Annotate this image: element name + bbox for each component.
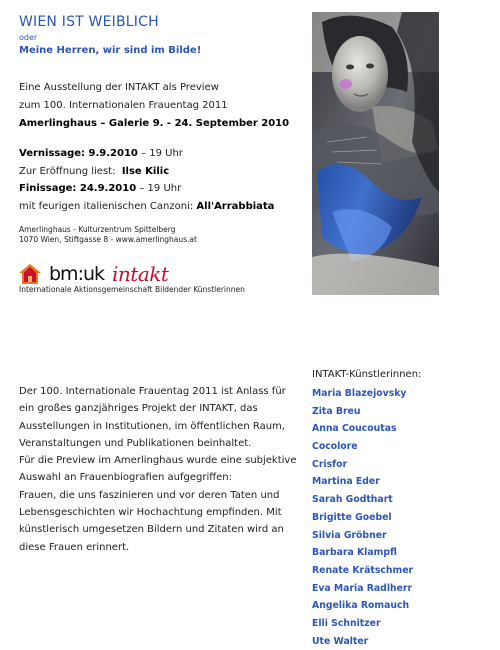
vernissage-time: – 19 Uhr	[137, 148, 183, 159]
artist-name: Zita Breu	[312, 405, 361, 417]
artist-name: Eva Maria Radlherr	[312, 582, 413, 594]
page-title: WIEN IST WEIBLICH	[19, 14, 159, 30]
artists-list	[312, 385, 413, 650]
artist-name: Silvia Gröbner	[312, 529, 387, 541]
music-prefix: mit feurigen italienischen Canzoni:	[19, 201, 194, 212]
artwork-photo	[312, 12, 439, 295]
exhibition-venue-dates: Amerlinghaus – Galerie 9. - 24. September 2010	[19, 118, 290, 129]
finissage-time: – 19 Uhr	[136, 183, 182, 194]
artist-name: Maria Blazejovsky	[312, 388, 407, 399]
vernissage-label: Vernissage: 9.9.2010	[19, 148, 138, 159]
finissage-label: Finissage: 24.9.2010	[19, 183, 137, 194]
artist-name: Anna Coucoutas	[312, 423, 397, 435]
reading-line	[19, 166, 169, 177]
intakt-organisation-name: Internationale Aktionsgemeinschaft Bildender Künstlerinnen	[19, 285, 245, 294]
artist-name: Elli Schnitzer	[312, 617, 381, 629]
artist-name: Crisfor	[312, 458, 348, 470]
finissage-line	[19, 183, 181, 194]
description-paragraph-3: Frauen, die uns faszinieren und vor deren Taten und Lebensgeschichten wir Hochachtung empfinden. Mit künstlerisch umgesetzen Bildern und Zitaten wird an diese Frauen erinnert.	[19, 489, 284, 553]
artist-name: Angelika Romauch	[312, 600, 410, 612]
artist-name: Barbara Klampfl	[312, 547, 397, 559]
description-paragraph-2: Für die Preview im Amerlinghaus wurde eine subjektive Auswahl an Frauenbiografien aufgegriffen:	[19, 455, 297, 484]
description-paragraph-1: Der 100. Internationale Frauentag 2011 ist Anlass für ein großes ganzjähriges Projekt der INTAKT, das Ausstellungen in Institutionen, im öffentlichen Raum, Veranstaltungen und Publikationen beinhaltet.	[19, 386, 286, 449]
project-description	[19, 383, 301, 556]
artist-name: Martina Eder	[312, 476, 380, 488]
title-connector: oder	[19, 33, 38, 42]
artist-name: Renate Krätschmer	[312, 564, 414, 576]
exhibition-intro: Eine Ausstellung der INTAKT als Preview	[19, 82, 219, 93]
artist-name: Cocolore	[312, 441, 358, 453]
bmuk-logo: bm:uk	[49, 263, 105, 285]
artist-name: Sarah Godthart	[312, 494, 393, 506]
vernissage-line	[19, 148, 183, 159]
sponsor-logos	[19, 260, 168, 284]
house-logo-icon	[19, 264, 41, 284]
venue-address-line-1: Amerlinghaus - Kulturzentrum Spittelberg	[19, 225, 176, 234]
music-name: All'Arrabbiata	[196, 201, 275, 212]
venue-address-line-2: 1070 Wien, Stiftgasse 8 - www.amerlinghaus.at	[19, 235, 197, 244]
intakt-logo: intakt	[112, 262, 169, 286]
artist-name: Ute Walter	[312, 635, 369, 647]
exhibition-occasion: zum 100. Internationalen Frauentag 2011	[19, 100, 228, 111]
reading-name: Ilse Kilic	[121, 166, 170, 177]
artist-name: Brigitte Goebel	[312, 511, 392, 523]
artists-heading: INTAKT-Künstlerinnen:	[312, 369, 422, 380]
page-subtitle: Meine Herren, wir sind im Bilde!	[19, 45, 202, 56]
reading-prefix: Zur Eröffnung liest:	[19, 166, 116, 177]
music-line	[19, 201, 274, 212]
